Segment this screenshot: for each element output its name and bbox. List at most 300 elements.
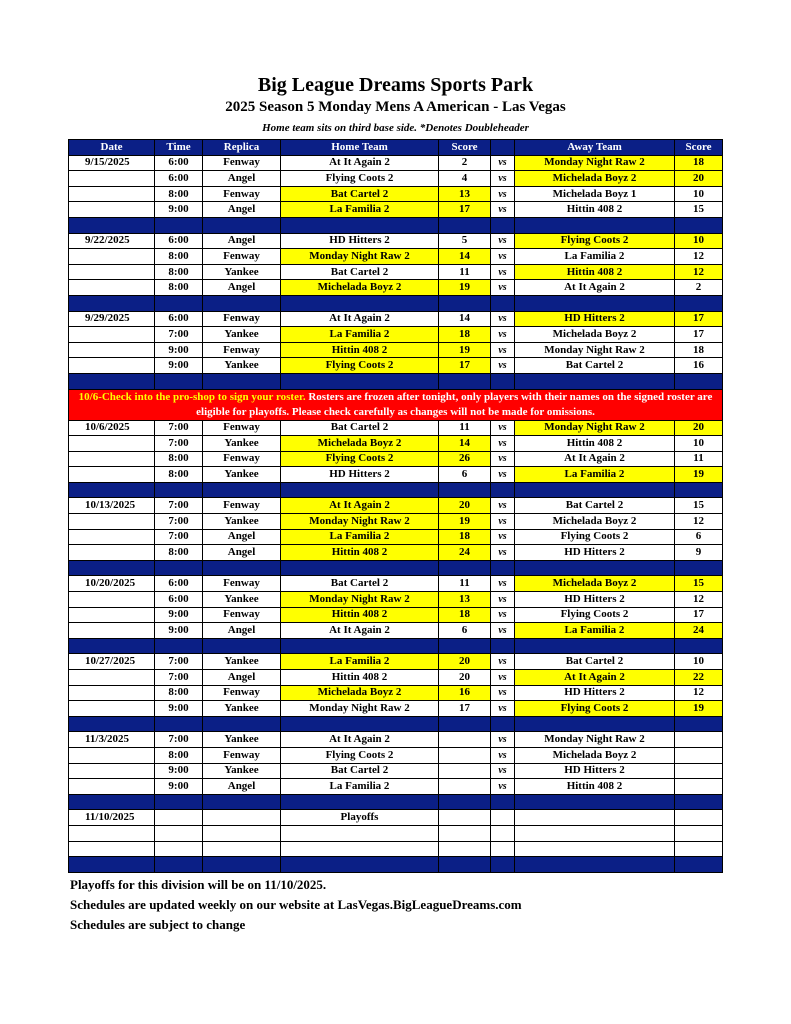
home-team-cell: At It Again 2 xyxy=(281,311,439,327)
separator-cell xyxy=(675,295,723,311)
time-cell: 9:00 xyxy=(155,358,203,374)
away-score-cell: 16 xyxy=(675,358,723,374)
vs-cell: vs xyxy=(491,155,515,171)
empty-cell xyxy=(491,810,515,826)
date-cell xyxy=(69,264,155,280)
separator-cell xyxy=(675,560,723,576)
separator-cell xyxy=(155,217,203,233)
game-row xyxy=(69,654,723,670)
vs-cell: vs xyxy=(491,545,515,561)
separator-cell xyxy=(203,794,281,810)
home-score-cell: 17 xyxy=(439,701,491,717)
away-team-cell: Hittin 408 2 xyxy=(515,436,675,452)
separator-cell xyxy=(491,217,515,233)
field-cell: Angel xyxy=(203,280,281,296)
vs-cell: vs xyxy=(491,311,515,327)
time-cell: 6:00 xyxy=(155,311,203,327)
field-cell: Fenway xyxy=(203,342,281,358)
game-row xyxy=(69,732,723,748)
time-cell: 8:00 xyxy=(155,545,203,561)
empty-cell xyxy=(675,810,723,826)
time-cell: 8:00 xyxy=(155,747,203,763)
empty-row xyxy=(69,841,723,857)
away-team-cell: Bat Cartel 2 xyxy=(515,498,675,514)
away-score-cell: 17 xyxy=(675,327,723,343)
vs-cell: vs xyxy=(491,701,515,717)
away-team-cell: La Familia 2 xyxy=(515,467,675,483)
field-cell xyxy=(203,841,281,857)
time-cell: 7:00 xyxy=(155,420,203,436)
separator-cell xyxy=(281,857,439,873)
vs-cell: vs xyxy=(491,420,515,436)
separator-cell xyxy=(203,373,281,389)
separator-cell xyxy=(491,373,515,389)
home-score-cell: 18 xyxy=(439,327,491,343)
away-score-cell: 18 xyxy=(675,342,723,358)
home-team-cell: At It Again 2 xyxy=(281,498,439,514)
home-team-cell: La Familia 2 xyxy=(281,779,439,795)
home-team-cell: HD Hitters 2 xyxy=(281,467,439,483)
time-cell: 8:00 xyxy=(155,280,203,296)
time-cell: 9:00 xyxy=(155,779,203,795)
game-row xyxy=(69,467,723,483)
home-score-cell xyxy=(439,763,491,779)
empty-cell xyxy=(491,825,515,841)
separator-cell xyxy=(439,716,491,732)
separator-cell xyxy=(675,794,723,810)
separator-cell xyxy=(203,560,281,576)
game-row xyxy=(69,576,723,592)
time-cell: 7:00 xyxy=(155,529,203,545)
date-cell: 9/15/2025 xyxy=(69,155,155,171)
separator-cell xyxy=(69,295,155,311)
separator-cell xyxy=(69,857,155,873)
home-team-cell: Hittin 408 2 xyxy=(281,545,439,561)
away-score-cell: 12 xyxy=(675,249,723,265)
separator-cell xyxy=(491,857,515,873)
date-cell xyxy=(69,529,155,545)
date-cell xyxy=(69,327,155,343)
separator-cell xyxy=(515,794,675,810)
separator-cell xyxy=(155,857,203,873)
field-cell: Yankee xyxy=(203,592,281,608)
date-cell xyxy=(69,171,155,187)
vs-cell: vs xyxy=(491,451,515,467)
footer-change-note: Schedules are subject to change xyxy=(70,917,246,932)
separator-cell xyxy=(155,560,203,576)
time-cell: 9:00 xyxy=(155,342,203,358)
game-row xyxy=(69,623,723,639)
separator-cell xyxy=(439,217,491,233)
game-row xyxy=(69,202,723,218)
away-score-cell xyxy=(675,747,723,763)
field-cell: Yankee xyxy=(203,358,281,374)
game-row xyxy=(69,545,723,561)
separator-cell xyxy=(675,373,723,389)
away-team-cell: At It Again 2 xyxy=(515,280,675,296)
separator-cell xyxy=(281,716,439,732)
home-team-cell: Hittin 408 2 xyxy=(281,342,439,358)
roster-notice-lead: 10/6-Check into the pro-shop to sign your roster. xyxy=(78,390,306,403)
column-header-vs xyxy=(491,140,515,156)
home-score-cell: 14 xyxy=(439,249,491,265)
away-team-cell: Bat Cartel 2 xyxy=(515,358,675,374)
date-cell xyxy=(69,186,155,202)
away-team-cell: Hittin 408 2 xyxy=(515,779,675,795)
time-cell: 6:00 xyxy=(155,171,203,187)
vs-cell: vs xyxy=(491,747,515,763)
away-score-cell xyxy=(675,779,723,795)
date-cell xyxy=(69,763,155,779)
game-row xyxy=(69,420,723,436)
empty-cell xyxy=(491,841,515,857)
schedule-body xyxy=(69,155,723,872)
field-cell: Fenway xyxy=(203,685,281,701)
separator-cell xyxy=(69,373,155,389)
time-cell: 8:00 xyxy=(155,186,203,202)
separator-row xyxy=(69,482,723,498)
game-row xyxy=(69,171,723,187)
game-row xyxy=(69,358,723,374)
field-cell: Angel xyxy=(203,623,281,639)
separator-cell xyxy=(281,482,439,498)
away-score-cell xyxy=(675,732,723,748)
game-row xyxy=(69,685,723,701)
date-cell xyxy=(69,467,155,483)
away-score-cell: 12 xyxy=(675,685,723,701)
column-header-away-team: Away Team xyxy=(515,140,675,156)
vs-cell: vs xyxy=(491,670,515,686)
field-cell xyxy=(203,810,281,826)
separator-cell xyxy=(515,217,675,233)
away-score-cell: 17 xyxy=(675,607,723,623)
field-cell: Yankee xyxy=(203,701,281,717)
home-score-cell: 14 xyxy=(439,311,491,327)
home-team-cell: At It Again 2 xyxy=(281,623,439,639)
home-team-cell: Flying Coots 2 xyxy=(281,171,439,187)
field-cell: Fenway xyxy=(203,607,281,623)
page-title: Big League Dreams Sports Park xyxy=(257,74,534,96)
field-cell xyxy=(203,825,281,841)
empty-cell xyxy=(439,810,491,826)
date-cell xyxy=(69,685,155,701)
away-score-cell: 22 xyxy=(675,670,723,686)
separator-cell xyxy=(69,716,155,732)
separator-cell xyxy=(491,295,515,311)
home-score-cell: 4 xyxy=(439,171,491,187)
home-score-cell: 13 xyxy=(439,186,491,202)
field-cell: Fenway xyxy=(203,249,281,265)
home-score-cell: 5 xyxy=(439,233,491,249)
separator-row xyxy=(69,638,723,654)
time-cell xyxy=(155,841,203,857)
home-team-cell: Bat Cartel 2 xyxy=(281,264,439,280)
separator-cell xyxy=(69,560,155,576)
time-cell: 6:00 xyxy=(155,576,203,592)
home-team-cell: La Familia 2 xyxy=(281,654,439,670)
away-score-cell: 19 xyxy=(675,701,723,717)
date-cell xyxy=(69,623,155,639)
home-team-cell: Michelada Boyz 2 xyxy=(281,280,439,296)
field-cell: Fenway xyxy=(203,747,281,763)
separator-row xyxy=(69,857,723,873)
roster-notice xyxy=(69,389,723,420)
time-cell: 9:00 xyxy=(155,623,203,639)
date-cell xyxy=(69,592,155,608)
vs-cell: vs xyxy=(491,498,515,514)
home-score-cell: 24 xyxy=(439,545,491,561)
vs-cell: vs xyxy=(491,514,515,530)
away-score-cell: 18 xyxy=(675,155,723,171)
separator-cell xyxy=(439,794,491,810)
home-team-cell: HD Hitters 2 xyxy=(281,233,439,249)
separator-row xyxy=(69,560,723,576)
home-score-cell: 17 xyxy=(439,202,491,218)
empty-cell xyxy=(515,810,675,826)
field-cell: Yankee xyxy=(203,763,281,779)
away-team-cell: La Familia 2 xyxy=(515,623,675,639)
away-team-cell: At It Again 2 xyxy=(515,451,675,467)
footer-website-note: Schedules are updated weekly on our website at LasVegas.BigLeagueDreams.com xyxy=(70,897,522,912)
away-team-cell: Hittin 408 2 xyxy=(515,264,675,280)
time-cell: 8:00 xyxy=(155,467,203,483)
separator-row xyxy=(69,716,723,732)
field-cell: Fenway xyxy=(203,186,281,202)
home-team-cell: At It Again 2 xyxy=(281,732,439,748)
time-cell: 6:00 xyxy=(155,233,203,249)
home-team-cell: Monday Night Raw 2 xyxy=(281,592,439,608)
vs-cell: vs xyxy=(491,264,515,280)
away-score-cell: 6 xyxy=(675,529,723,545)
home-team-cell: Michelada Boyz 2 xyxy=(281,685,439,701)
away-team-cell: HD Hitters 2 xyxy=(515,545,675,561)
home-team-cell: Monday Night Raw 2 xyxy=(281,514,439,530)
vs-cell: vs xyxy=(491,342,515,358)
separator-cell xyxy=(155,482,203,498)
field-cell: Angel xyxy=(203,233,281,249)
field-cell: Yankee xyxy=(203,467,281,483)
game-row xyxy=(69,514,723,530)
separator-cell xyxy=(491,560,515,576)
empty-row xyxy=(69,825,723,841)
game-row xyxy=(69,280,723,296)
vs-cell: vs xyxy=(491,592,515,608)
column-header-home-team: Home Team xyxy=(281,140,439,156)
vs-cell: vs xyxy=(491,529,515,545)
date-cell xyxy=(69,670,155,686)
away-team-cell: Michelada Boyz 2 xyxy=(515,327,675,343)
separator-cell xyxy=(155,638,203,654)
vs-cell: vs xyxy=(491,233,515,249)
field-cell: Yankee xyxy=(203,264,281,280)
home-team-cell: La Familia 2 xyxy=(281,202,439,218)
field-cell: Angel xyxy=(203,529,281,545)
away-team-cell: Monday Night Raw 2 xyxy=(515,732,675,748)
separator-row xyxy=(69,794,723,810)
time-cell: 7:00 xyxy=(155,732,203,748)
home-team-cell: Bat Cartel 2 xyxy=(281,186,439,202)
separator-cell xyxy=(439,295,491,311)
game-row xyxy=(69,747,723,763)
separator-cell xyxy=(439,857,491,873)
home-team-cell: Bat Cartel 2 xyxy=(281,576,439,592)
vs-cell: vs xyxy=(491,779,515,795)
separator-cell xyxy=(69,482,155,498)
home-score-cell xyxy=(439,747,491,763)
separator-cell xyxy=(491,794,515,810)
field-cell: Yankee xyxy=(203,514,281,530)
column-header-away-score: Score xyxy=(675,140,723,156)
game-row xyxy=(69,529,723,545)
away-score-cell: 12 xyxy=(675,514,723,530)
time-cell: 6:00 xyxy=(155,592,203,608)
game-row xyxy=(69,249,723,265)
separator-cell xyxy=(281,794,439,810)
separator-cell xyxy=(203,482,281,498)
empty-cell xyxy=(515,825,675,841)
field-cell: Angel xyxy=(203,779,281,795)
separator-cell xyxy=(675,482,723,498)
separator-cell xyxy=(281,373,439,389)
column-header-time: Time xyxy=(155,140,203,156)
game-row xyxy=(69,451,723,467)
home-score-cell: 19 xyxy=(439,280,491,296)
away-score-cell: 20 xyxy=(675,420,723,436)
home-team-cell: Playoffs xyxy=(281,810,439,826)
away-team-cell: Flying Coots 2 xyxy=(515,233,675,249)
home-score-cell: 11 xyxy=(439,420,491,436)
time-cell: 7:00 xyxy=(155,498,203,514)
date-cell xyxy=(69,825,155,841)
separator-cell xyxy=(515,638,675,654)
away-team-cell: HD Hitters 2 xyxy=(515,685,675,701)
separator-cell xyxy=(491,638,515,654)
home-score-cell: 2 xyxy=(439,155,491,171)
away-team-cell: HD Hitters 2 xyxy=(515,763,675,779)
away-team-cell: HD Hitters 2 xyxy=(515,592,675,608)
game-row xyxy=(69,327,723,343)
away-team-cell: Michelada Boyz 2 xyxy=(515,576,675,592)
game-row xyxy=(69,436,723,452)
field-cell: Angel xyxy=(203,545,281,561)
home-team-cell: Flying Coots 2 xyxy=(281,358,439,374)
separator-cell xyxy=(515,857,675,873)
away-team-cell: Michelada Boyz 2 xyxy=(515,514,675,530)
date-cell xyxy=(69,701,155,717)
separator-cell xyxy=(439,482,491,498)
time-cell: 7:00 xyxy=(155,670,203,686)
away-team-cell: Bat Cartel 2 xyxy=(515,654,675,670)
separator-row xyxy=(69,373,723,389)
vs-cell: vs xyxy=(491,249,515,265)
date-cell: 10/27/2025 xyxy=(69,654,155,670)
away-score-cell: 20 xyxy=(675,171,723,187)
home-team-cell xyxy=(281,825,439,841)
page-subtitle: 2025 Season 5 Monday Mens A American - Las Vegas xyxy=(225,99,566,115)
time-cell: 8:00 xyxy=(155,451,203,467)
vs-cell: vs xyxy=(491,732,515,748)
date-cell xyxy=(69,436,155,452)
schedule-note: Home team sits on third base side. *Denotes Doubleheader xyxy=(262,122,529,134)
away-score-cell: 12 xyxy=(675,592,723,608)
away-score-cell xyxy=(675,763,723,779)
away-score-cell: 11 xyxy=(675,451,723,467)
away-team-cell: Flying Coots 2 xyxy=(515,529,675,545)
home-score-cell: 19 xyxy=(439,514,491,530)
time-cell xyxy=(155,810,203,826)
vs-cell: vs xyxy=(491,685,515,701)
separator-cell xyxy=(515,482,675,498)
separator-cell xyxy=(203,217,281,233)
separator-cell xyxy=(675,716,723,732)
time-cell: 9:00 xyxy=(155,763,203,779)
footer-playoffs-note: Playoffs for this division will be on 11/10/2025. xyxy=(70,877,327,892)
separator-cell xyxy=(491,482,515,498)
away-score-cell: 12 xyxy=(675,264,723,280)
vs-cell: vs xyxy=(491,576,515,592)
separator-cell xyxy=(69,638,155,654)
time-cell: 7:00 xyxy=(155,327,203,343)
time-cell: 7:00 xyxy=(155,654,203,670)
vs-cell: vs xyxy=(491,202,515,218)
field-cell: Fenway xyxy=(203,420,281,436)
away-team-cell: HD Hitters 2 xyxy=(515,311,675,327)
vs-cell: vs xyxy=(491,654,515,670)
separator-cell xyxy=(281,295,439,311)
vs-cell: vs xyxy=(491,327,515,343)
date-cell: 11/3/2025 xyxy=(69,732,155,748)
home-score-cell: 20 xyxy=(439,654,491,670)
home-score-cell xyxy=(439,732,491,748)
date-cell: 11/10/2025 xyxy=(69,810,155,826)
separator-cell xyxy=(281,217,439,233)
away-team-cell: Flying Coots 2 xyxy=(515,701,675,717)
date-cell xyxy=(69,747,155,763)
home-score-cell: 13 xyxy=(439,592,491,608)
time-cell: 7:00 xyxy=(155,514,203,530)
separator-cell xyxy=(515,716,675,732)
home-score-cell xyxy=(439,779,491,795)
vs-cell: vs xyxy=(491,436,515,452)
vs-cell: vs xyxy=(491,171,515,187)
roster-notice-body: Rosters are frozen after tonight, only players with their names on the signed roster are eligible for playoffs. Please check carefully as changes will not be made for omissions. xyxy=(196,390,713,418)
field-cell: Fenway xyxy=(203,451,281,467)
time-cell: 8:00 xyxy=(155,249,203,265)
date-cell xyxy=(69,249,155,265)
away-team-cell: Monday Night Raw 2 xyxy=(515,342,675,358)
game-row xyxy=(69,779,723,795)
date-cell: 10/13/2025 xyxy=(69,498,155,514)
game-row xyxy=(69,342,723,358)
time-cell: 9:00 xyxy=(155,607,203,623)
date-cell xyxy=(69,202,155,218)
date-cell: 10/20/2025 xyxy=(69,576,155,592)
home-score-cell: 17 xyxy=(439,358,491,374)
schedule-table xyxy=(68,139,723,873)
date-cell xyxy=(69,358,155,374)
away-team-cell: Michelada Boyz 1 xyxy=(515,186,675,202)
home-score-cell: 14 xyxy=(439,436,491,452)
empty-cell xyxy=(439,841,491,857)
time-cell: 7:00 xyxy=(155,436,203,452)
separator-cell xyxy=(515,373,675,389)
separator-cell xyxy=(155,373,203,389)
empty-cell xyxy=(675,841,723,857)
home-team-cell: Flying Coots 2 xyxy=(281,451,439,467)
away-team-cell: La Familia 2 xyxy=(515,249,675,265)
separator-cell xyxy=(675,638,723,654)
field-cell: Angel xyxy=(203,202,281,218)
